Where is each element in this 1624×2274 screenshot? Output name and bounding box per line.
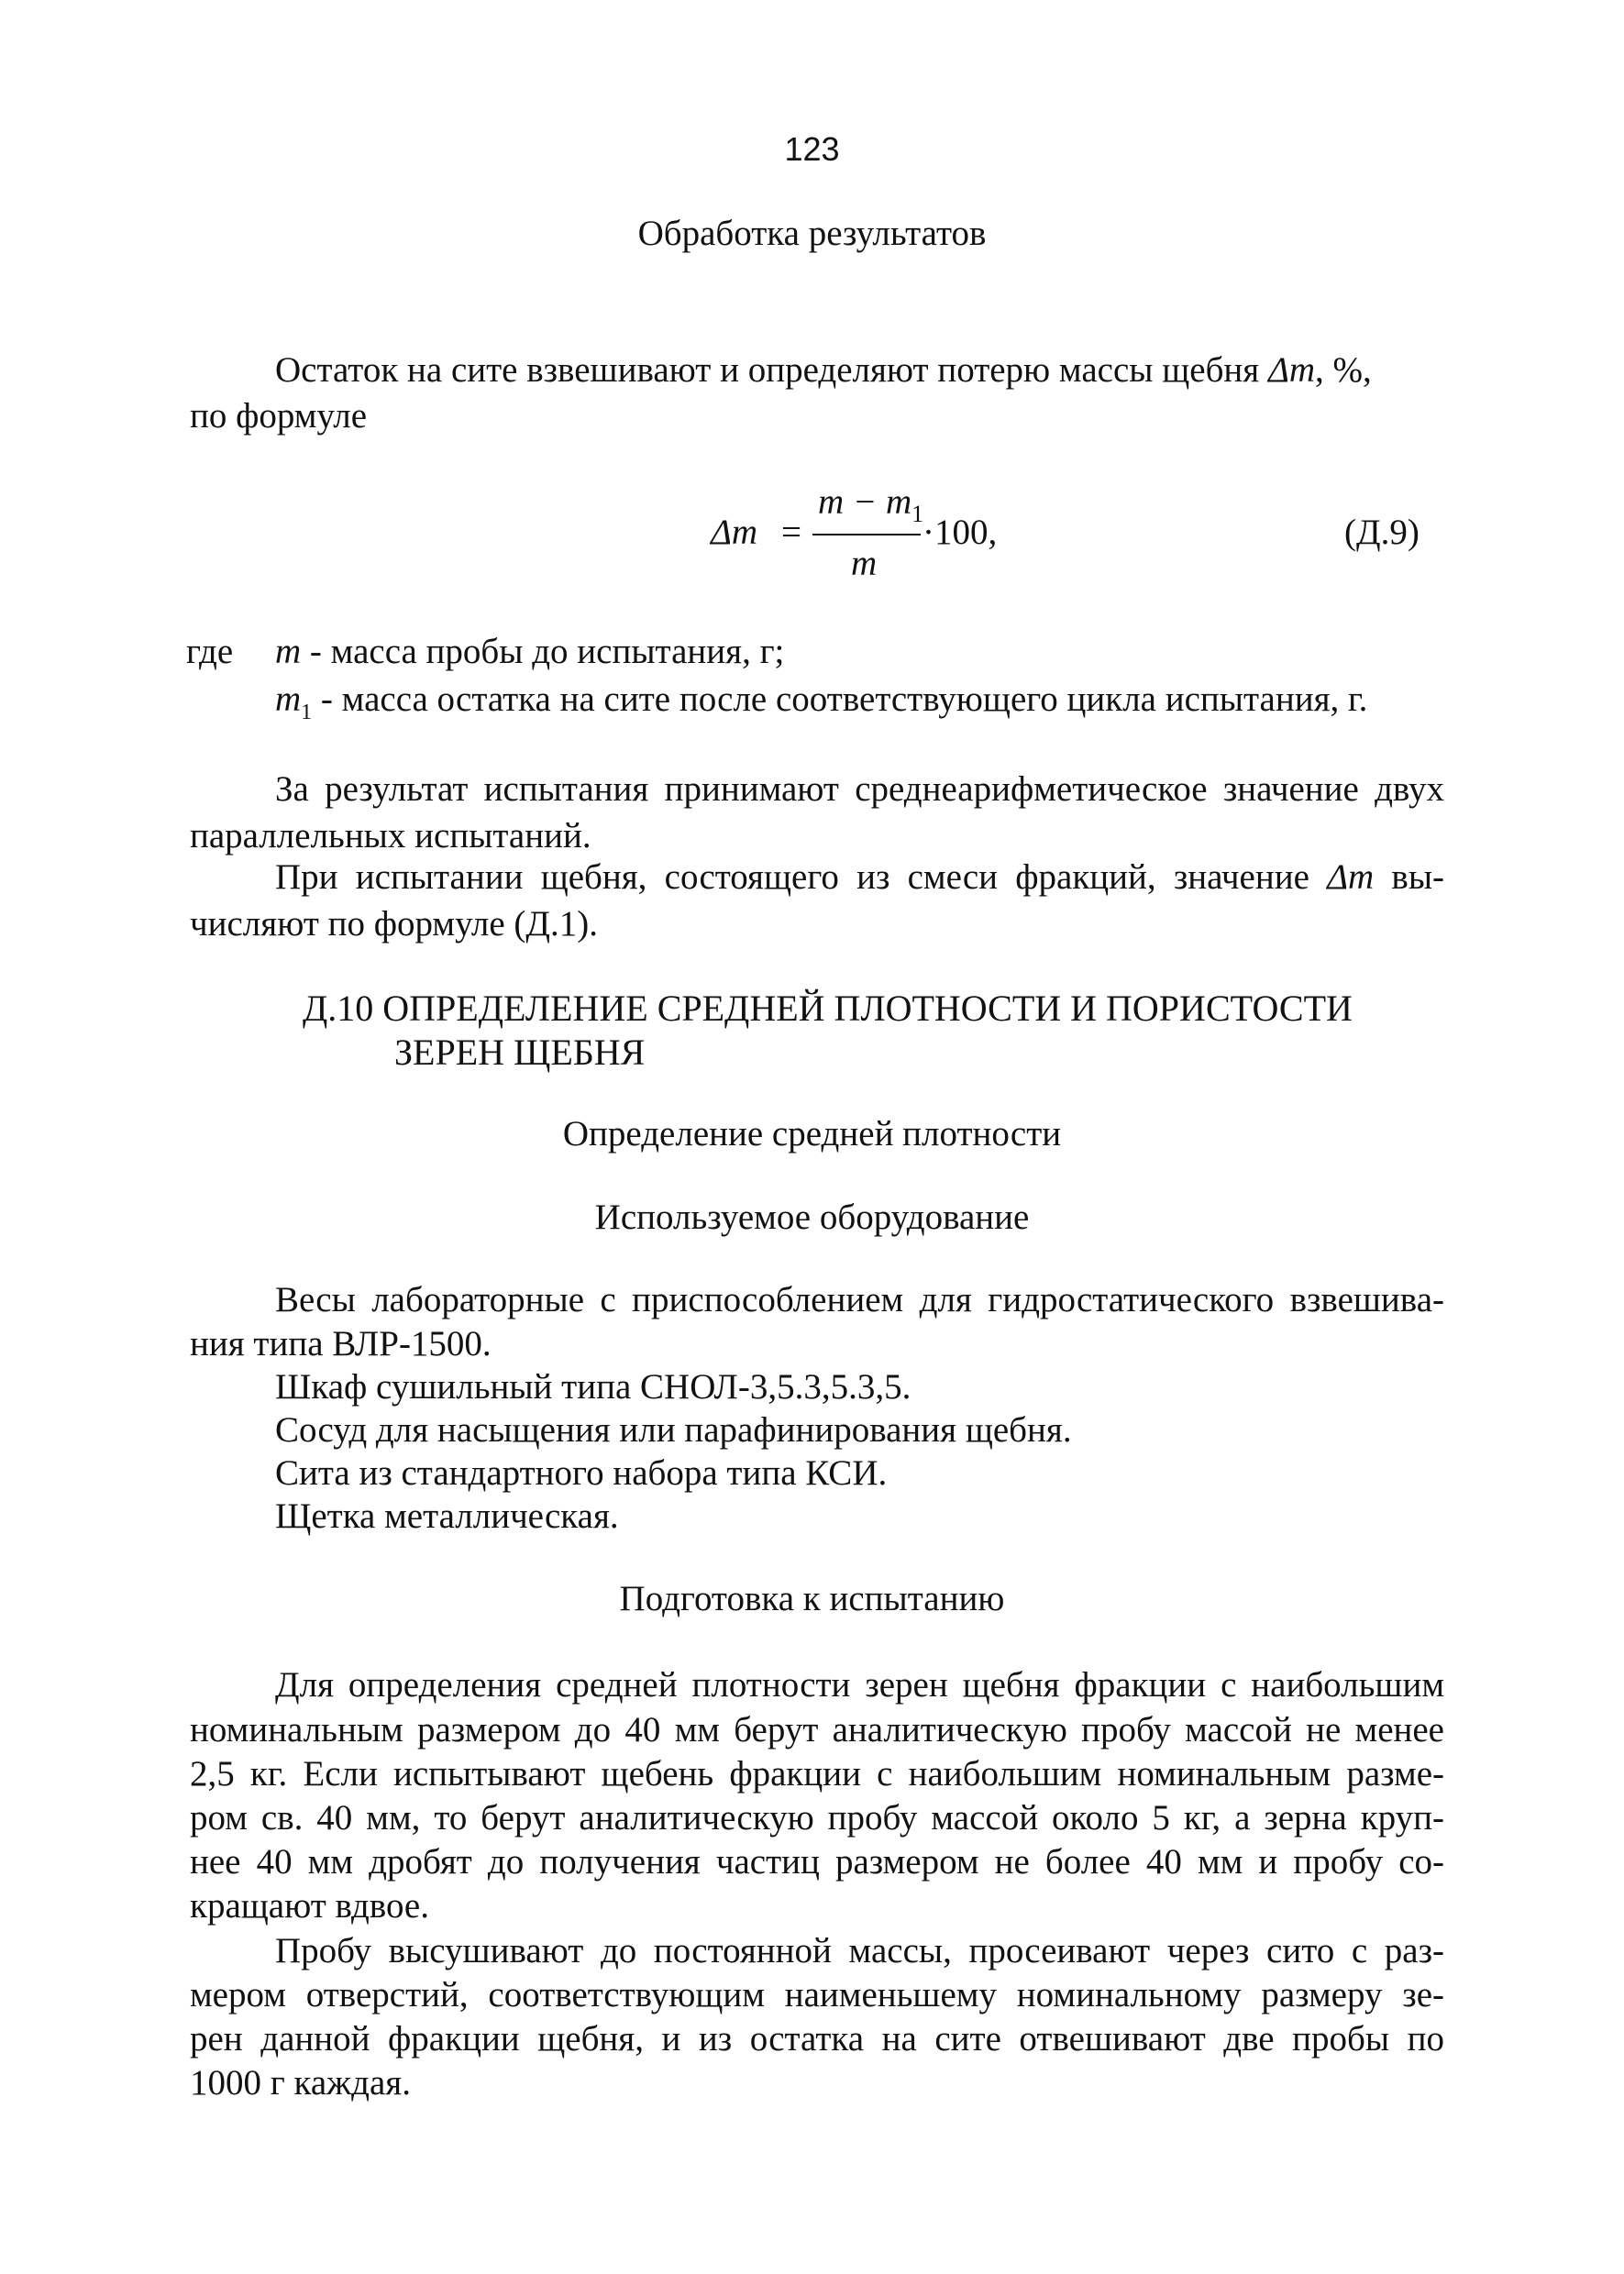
formula-numerator bbox=[818, 481, 923, 528]
text-end: вы- bbox=[1391, 857, 1445, 897]
definitions-where: где bbox=[186, 632, 234, 671]
equipment-line2: ния типа ВЛР-1500. bbox=[190, 1324, 492, 1363]
section-heading-line2: ЗЕРЕН ЩЕБНЯ bbox=[394, 1032, 646, 1073]
numerator-sub: 1 bbox=[911, 500, 924, 527]
equipment-line5: Сита из стандартного набора типа КСИ. bbox=[275, 1453, 888, 1493]
section-heading-line1: Д.10 ОПРЕДЕЛЕНИЕ СРЕДНЕЙ ПЛОТНОСТИ И ПОРИСТОСТИ bbox=[303, 988, 1353, 1029]
prep-p1-line5: нее 40 мм дробят до получения частиц размером не более 40 мм и пробу со- bbox=[190, 1842, 1444, 1882]
equipment-line3: Шкаф сушильный типа СНОЛ-3,5.3,5.3,5. bbox=[275, 1367, 911, 1407]
text: При испытании щебня, состоящего из смеси фракций, значение bbox=[275, 857, 1309, 897]
text-end: , %, bbox=[1315, 350, 1372, 390]
definition-m bbox=[275, 631, 784, 672]
formula-label: (Д.9) bbox=[1344, 513, 1420, 552]
prep-p1-line6: кращают вдвое. bbox=[190, 1886, 429, 1926]
numerator-text: m − m bbox=[818, 482, 912, 522]
prep-p2-line1: Пробу высушивают до постоянной массы, просеивают через сито с раз- bbox=[275, 1931, 1444, 1970]
prep-p2-line2: мером отверстий, соответствующим наименьшему номинальному размеру зе- bbox=[190, 1975, 1444, 2015]
text: Остаток на сите взвешивают и определяют потерю массы щебня bbox=[275, 350, 1260, 390]
result-line1: За результат испытания принимают среднеарифметическое значение двух bbox=[275, 769, 1444, 809]
fraction-bar bbox=[812, 534, 921, 535]
paragraph-residue-line2: по формуле bbox=[190, 396, 368, 436]
subheading-equipment: Используемое оборудование bbox=[594, 1198, 1030, 1237]
equipment-line1: Весы лабораторные с приспособлением для гидростатического взвешива- bbox=[275, 1280, 1444, 1319]
m-text: - масса пробы до испытания, г; bbox=[309, 632, 785, 671]
equipment-line6: Щетка металлическая. bbox=[275, 1496, 619, 1536]
result-line2: параллельных испытаний. bbox=[190, 816, 591, 856]
m1-symbol: m bbox=[275, 679, 302, 719]
formula-denominator: m bbox=[851, 544, 878, 583]
equipment-line4: Сосуд для насыщения или парафинирования щебня. bbox=[275, 1410, 1072, 1450]
m1-text: - масса остатка на сите после соответствующего цикла испытания, г. bbox=[320, 679, 1368, 719]
formula-equals: = bbox=[781, 513, 801, 552]
m-symbol: m bbox=[275, 632, 302, 671]
prep-p1-line1: Для определения средней плотности зерен щебня фракции с наибольшим bbox=[275, 1665, 1444, 1705]
result-line3 bbox=[275, 856, 1444, 898]
prep-p2-line4: 1000 г каждая. bbox=[190, 2063, 411, 2103]
formula-lhs: Δm bbox=[711, 513, 758, 552]
prep-p1-line4: ром св. 40 мм, то берут аналитическую пробу массой около 5 кг, а зерна круп- bbox=[190, 1798, 1444, 1838]
formula-multiplier: ·100, bbox=[922, 513, 998, 552]
subheading-preparation: Подготовка к испытанию bbox=[619, 1579, 1005, 1618]
delta-m-symbol: Δm bbox=[1267, 350, 1316, 390]
definition-m1 bbox=[275, 679, 1367, 725]
subheading-density: Определение средней плотности bbox=[562, 1114, 1062, 1154]
paragraph-residue-line1 bbox=[275, 349, 1372, 391]
prep-p1-line3: 2,5 кг. Если испытывают щебень фракции с наибольшим номинальным разме- bbox=[190, 1754, 1444, 1794]
prep-p1-line2: номинальным размером до 40 мм берут аналитическую пробу массой не менее bbox=[190, 1710, 1444, 1750]
result-line4: числяют по формуле (Д.1). bbox=[190, 904, 598, 944]
page-number: 123 bbox=[784, 130, 840, 168]
m1-sub: 1 bbox=[301, 700, 313, 724]
prep-p2-line3: рен данной фракции щебня, и из остатка на сите отвешивают две пробы по bbox=[190, 2019, 1444, 2059]
delta-m-symbol: Δm bbox=[1327, 857, 1375, 897]
section-title-processing: Обработка результатов bbox=[637, 214, 987, 253]
